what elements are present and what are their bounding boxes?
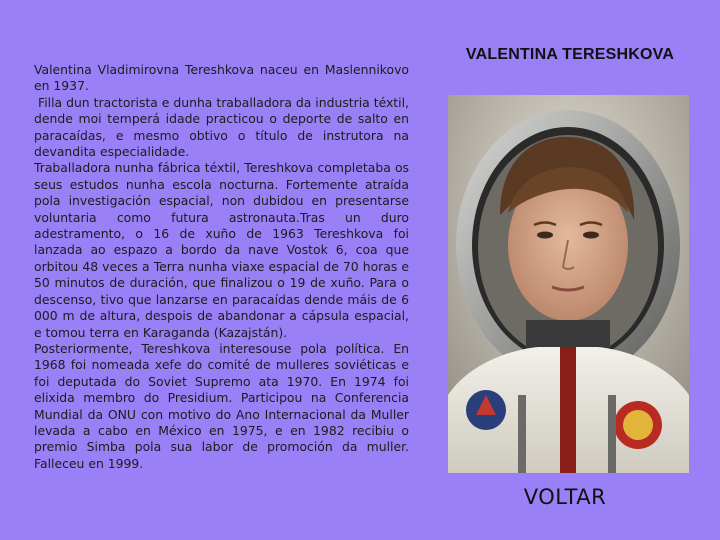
- bio-paragraph-3: Traballadora nunha fábrica téxtil, Tereshkova completaba os seus estudos nunha escola nocturna. Fortemente atraída pola investigación espacial, non dubidou en presentarse voluntaria como futura astronauta.Tras un duro adestramento, o 16 de xuño de 1963 Tereshkova foi lanzada ao espazo a bordo da nave Vostok 6, coa que orbitou 48 veces a Terra nunha viaxe espacial de 70 horas e 50 minutos de duración, que finalizou o 19 de xuño. Para o descenso, tivo que lanzarse en paracaídas dende máis de 6 000 m de altura, despois de abandonar a cápsula espacial, e tomou terra en Karaganda (Kazajstán).: [34, 160, 409, 340]
- biography-text: [34, 62, 409, 472]
- bio-paragraph-4: Posteriormente, Tereshkova interesouse pola política. En 1968 foi nomeada xefe do comité de mulleres soviéticas e foi deputada do Soviet Supremo ata 1970. En 1974 foi elixida membro do Presidium. Participou na Conferencia Mundial da ONU con motivo do Ano Internacional da Muller levada a cabo en México en 1975, e en 1982 recibiu o premio Simba pola sua labor de promoción da muller. Falleceu en 1999.: [34, 340, 409, 471]
- bio-paragraph-1: Valentina Vladimirovna Tereshkova naceu en Maslennikovo en 1937.: [34, 62, 409, 94]
- bio-paragraph-2: Filla dun tractorista e dunha traballadora da industria téxtil, dende moi temperá idade practicou o deporte de salto en paracaídas, e mesmo obtivo o título de instrutora na devandita especialidade.: [34, 94, 409, 160]
- portrait-image: [448, 95, 689, 473]
- back-button[interactable]: VOLTAR: [523, 485, 607, 509]
- page-title: VALENTINA TERESHKOVA: [465, 46, 675, 63]
